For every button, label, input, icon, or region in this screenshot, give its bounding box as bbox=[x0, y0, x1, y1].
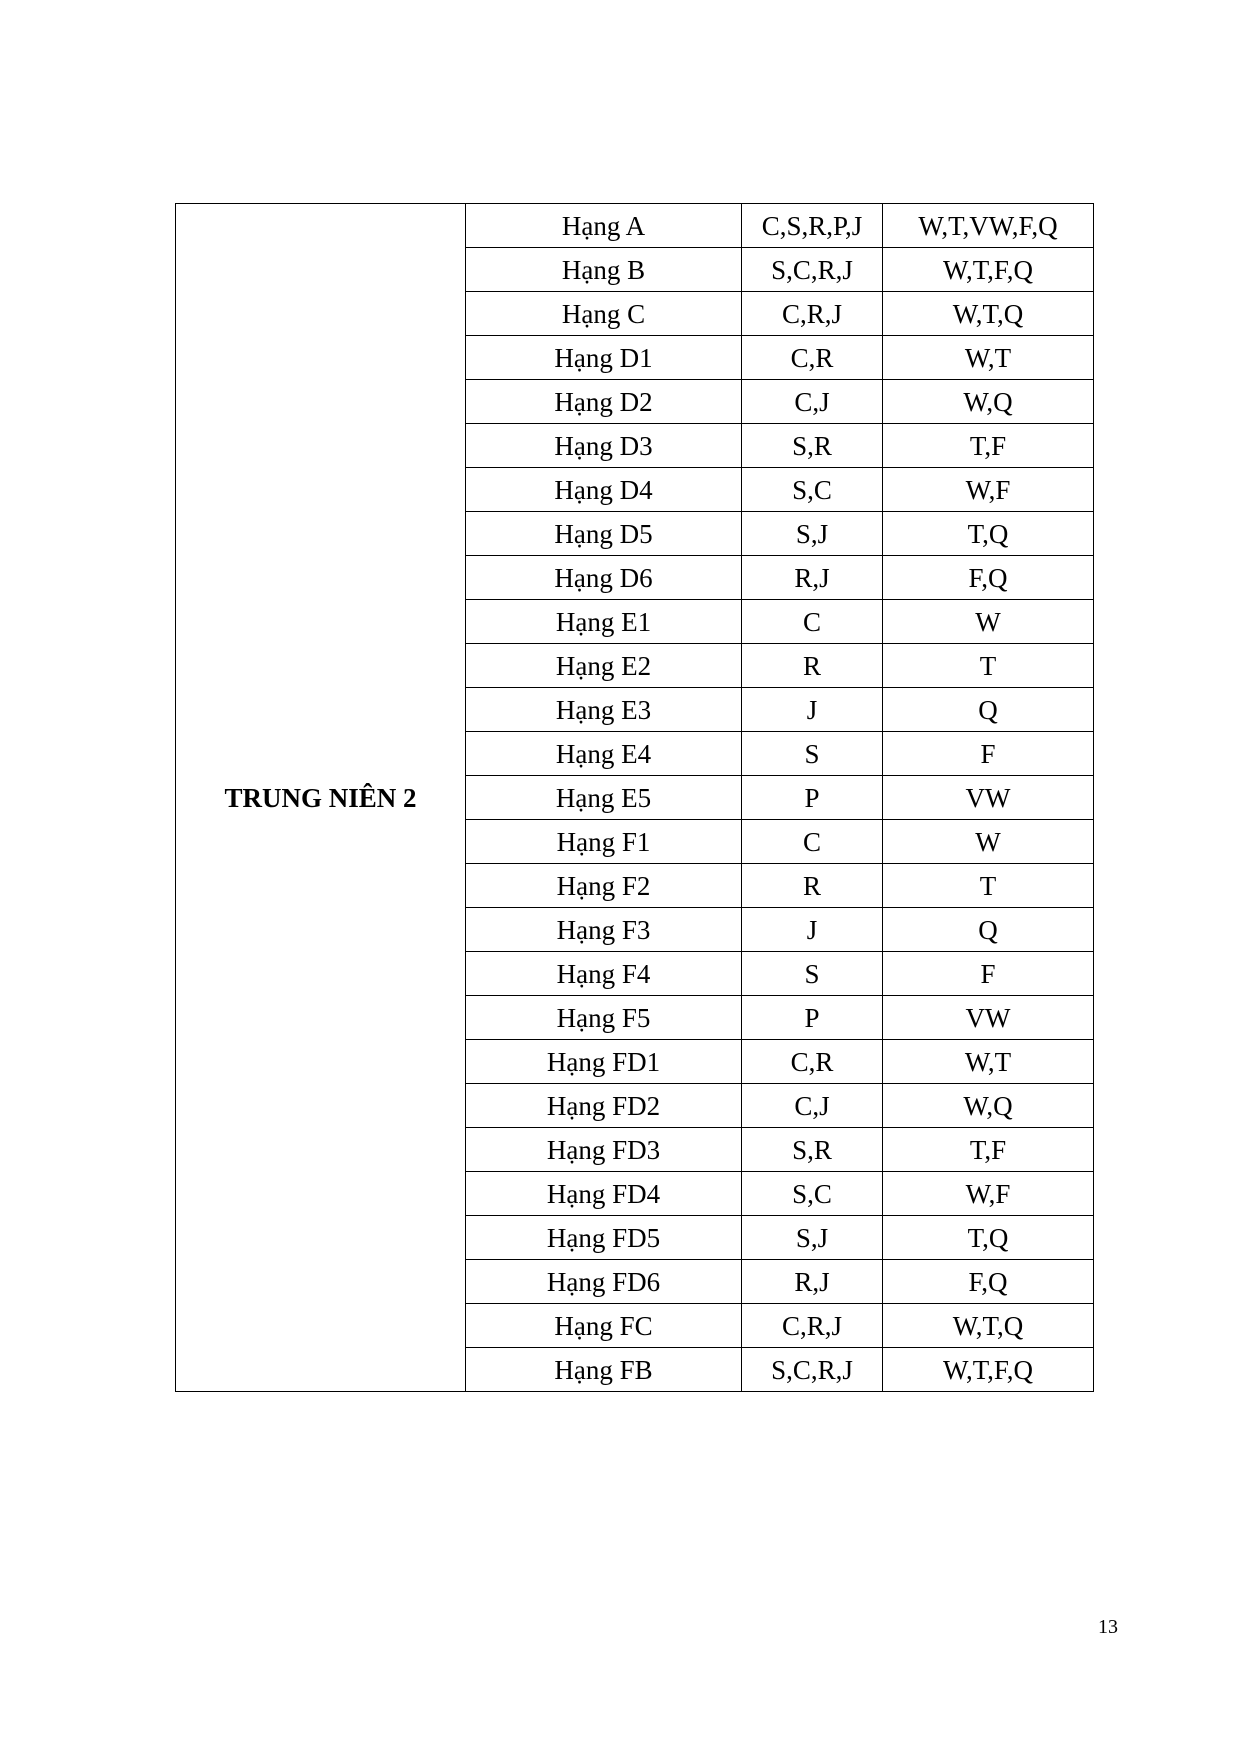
codes-cell: C,S,R,P,J bbox=[742, 204, 883, 248]
codes-cell: S bbox=[742, 952, 883, 996]
letters-cell: T,F bbox=[883, 1128, 1094, 1172]
codes-cell: S,C,R,J bbox=[742, 1348, 883, 1392]
codes-cell: C,R bbox=[742, 1040, 883, 1084]
letters-cell: W,Q bbox=[883, 1084, 1094, 1128]
letters-cell: W,T,VW,F,Q bbox=[883, 204, 1094, 248]
grade-cell: Hạng FD5 bbox=[466, 1216, 742, 1260]
grade-cell: Hạng FB bbox=[466, 1348, 742, 1392]
letters-cell: W,Q bbox=[883, 380, 1094, 424]
letters-cell: T,Q bbox=[883, 1216, 1094, 1260]
letters-cell: F,Q bbox=[883, 556, 1094, 600]
letters-cell: W bbox=[883, 820, 1094, 864]
grade-cell: Hạng F5 bbox=[466, 996, 742, 1040]
grade-cell: Hạng D3 bbox=[466, 424, 742, 468]
codes-cell: S,C,R,J bbox=[742, 248, 883, 292]
letters-cell: W,T,F,Q bbox=[883, 1348, 1094, 1392]
letters-cell: T bbox=[883, 864, 1094, 908]
letters-cell: W,T,F,Q bbox=[883, 248, 1094, 292]
letters-cell: W,T bbox=[883, 336, 1094, 380]
table-row bbox=[176, 204, 1094, 248]
grade-cell: Hạng D5 bbox=[466, 512, 742, 556]
grade-cell: Hạng E4 bbox=[466, 732, 742, 776]
letters-cell: W,F bbox=[883, 1172, 1094, 1216]
codes-cell: S,R bbox=[742, 1128, 883, 1172]
codes-cell: P bbox=[742, 776, 883, 820]
codes-cell: R,J bbox=[742, 556, 883, 600]
grade-cell: Hạng B bbox=[466, 248, 742, 292]
codes-cell: R bbox=[742, 644, 883, 688]
grade-cell: Hạng FD6 bbox=[466, 1260, 742, 1304]
grade-cell: Hạng D1 bbox=[466, 336, 742, 380]
grade-cell: Hạng C bbox=[466, 292, 742, 336]
codes-cell: S,C bbox=[742, 468, 883, 512]
codes-cell: S,C bbox=[742, 1172, 883, 1216]
codes-cell: C,R,J bbox=[742, 1304, 883, 1348]
grade-cell: Hạng E3 bbox=[466, 688, 742, 732]
letters-cell: W,T,Q bbox=[883, 292, 1094, 336]
grade-cell: Hạng E2 bbox=[466, 644, 742, 688]
grade-cell: Hạng E1 bbox=[466, 600, 742, 644]
codes-cell: S bbox=[742, 732, 883, 776]
grade-cell: Hạng FD3 bbox=[466, 1128, 742, 1172]
group-label-cell: TRUNG NIÊN 2 bbox=[176, 204, 466, 1392]
grade-cell: Hạng D2 bbox=[466, 380, 742, 424]
grade-cell: Hạng A bbox=[466, 204, 742, 248]
letters-cell: W,T,Q bbox=[883, 1304, 1094, 1348]
grade-cell: Hạng F4 bbox=[466, 952, 742, 996]
letters-cell: T,Q bbox=[883, 512, 1094, 556]
letters-cell: F,Q bbox=[883, 1260, 1094, 1304]
codes-cell: C,J bbox=[742, 380, 883, 424]
grade-cell: Hạng F3 bbox=[466, 908, 742, 952]
letters-cell: W bbox=[883, 600, 1094, 644]
grade-cell: Hạng F1 bbox=[466, 820, 742, 864]
letters-cell: W,T bbox=[883, 1040, 1094, 1084]
grade-table bbox=[175, 203, 1094, 1392]
codes-cell: J bbox=[742, 688, 883, 732]
letters-cell: W,F bbox=[883, 468, 1094, 512]
codes-cell: P bbox=[742, 996, 883, 1040]
codes-cell: C bbox=[742, 820, 883, 864]
codes-cell: C bbox=[742, 600, 883, 644]
grade-cell: Hạng FD2 bbox=[466, 1084, 742, 1128]
page-number: 13 bbox=[1098, 1616, 1118, 1638]
grade-table-body bbox=[176, 204, 1094, 1392]
grade-cell: Hạng FD4 bbox=[466, 1172, 742, 1216]
codes-cell: J bbox=[742, 908, 883, 952]
grade-cell: Hạng FD1 bbox=[466, 1040, 742, 1084]
codes-cell: S,R bbox=[742, 424, 883, 468]
grade-cell: Hạng D6 bbox=[466, 556, 742, 600]
codes-cell: R bbox=[742, 864, 883, 908]
letters-cell: VW bbox=[883, 776, 1094, 820]
letters-cell: Q bbox=[883, 688, 1094, 732]
letters-cell: Q bbox=[883, 908, 1094, 952]
codes-cell: R,J bbox=[742, 1260, 883, 1304]
letters-cell: F bbox=[883, 732, 1094, 776]
grade-cell: Hạng F2 bbox=[466, 864, 742, 908]
letters-cell: F bbox=[883, 952, 1094, 996]
letters-cell: T bbox=[883, 644, 1094, 688]
grade-cell: Hạng FC bbox=[466, 1304, 742, 1348]
letters-cell: T,F bbox=[883, 424, 1094, 468]
codes-cell: C,R,J bbox=[742, 292, 883, 336]
codes-cell: C,R bbox=[742, 336, 883, 380]
letters-cell: VW bbox=[883, 996, 1094, 1040]
codes-cell: S,J bbox=[742, 1216, 883, 1260]
grade-cell: Hạng D4 bbox=[466, 468, 742, 512]
grade-cell: Hạng E5 bbox=[466, 776, 742, 820]
codes-cell: S,J bbox=[742, 512, 883, 556]
codes-cell: C,J bbox=[742, 1084, 883, 1128]
